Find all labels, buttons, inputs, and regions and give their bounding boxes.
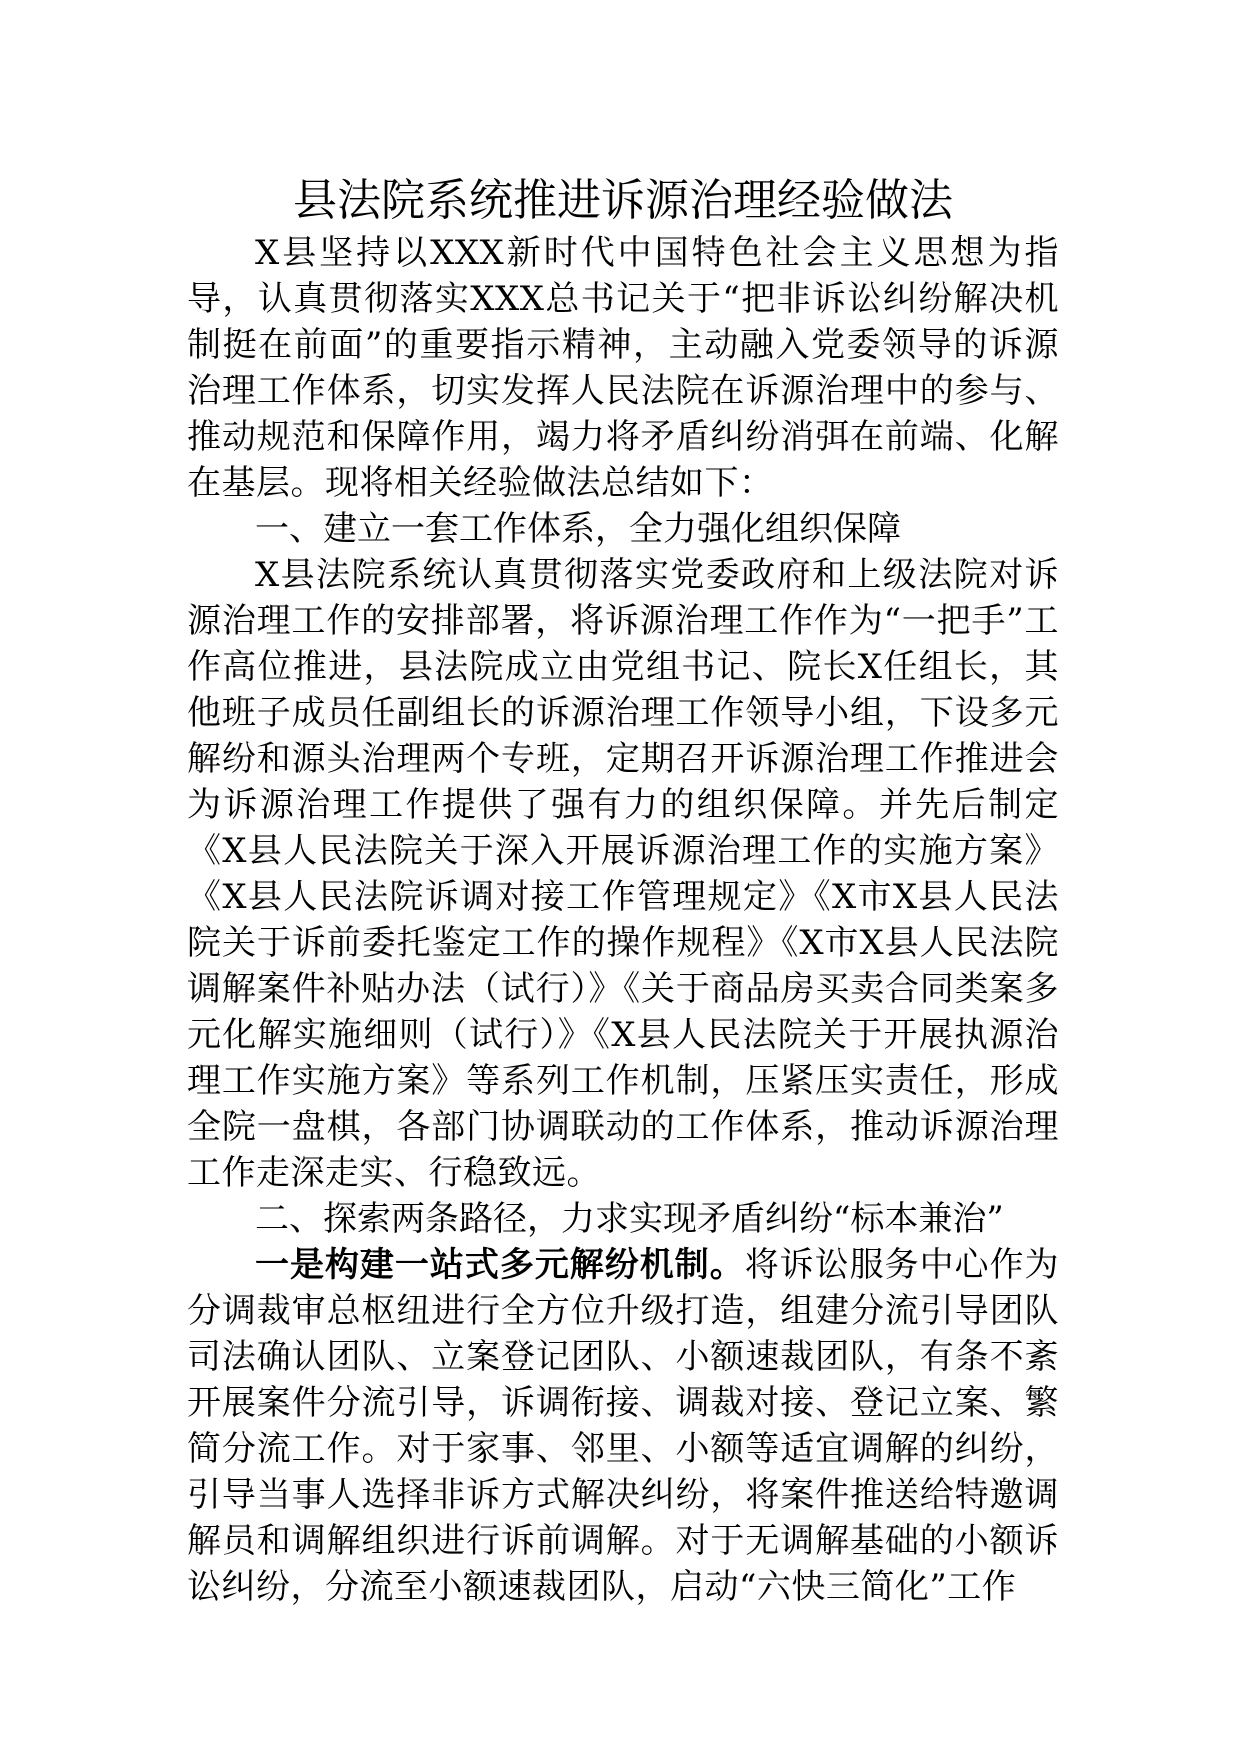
section-2-paragraph xyxy=(187,1242,1059,1610)
intro-paragraph: X县坚持以XXX新时代中国特色社会主义思想为指导，认真贯彻落实XXX总书记关于“把非诉讼纠纷解决机制挺在前面”的重要指示精神，主动融入党委领导的诉源治理工作体系，切实发挥人民法院在诉源治理中的参与、推动规范和保障作用，竭力将矛盾纠纷消弭在前端、化解在基层。现将相关经验做法总结如下： xyxy=(187,233,1059,503)
document-body xyxy=(187,176,1059,1610)
section-2-heading: 二、探索两条路径，力求实现矛盾纠纷“标本兼治” xyxy=(255,1199,1004,1239)
section-2-body-text: 将诉讼服务中心作为分调裁审总枢纽进行全方位升级打造，组建分流引导团队司法确认团队、立案登记团队、小额速裁团队，有条不紊开展案件分流引导，诉调衔接、调裁对接、登记立案、繁简分流工作。对于家事、邻里、小额等适宜调解的纠纷，引导当事人选择非诉方式解决纠纷，将案件推送给特邀调解员和调解组织进行诉前调解。对于无调解基础的小额诉讼纠纷，分流至小额速裁团队，启动“六快三简化”工作 xyxy=(187,1245,1060,1607)
section-1-heading: 一、建立一套工作体系，全力强化组织保障 xyxy=(255,509,901,549)
section-2-lead-text: 一是构建一站式多元解纷机制。 xyxy=(255,1245,745,1285)
section-1-paragraph: X县法院系统认真贯彻落实党委政府和上级法院对诉源治理工作的安排部署，将诉源治理工作作为“一把手”工作高位推进，县法院成立由党组书记、院长X任组长，其他班子成员任副组长的诉源治理工作领导小组，下设多元解纷和源头治理两个专班，定期召开诉源治理工作推进会为诉源治理工作提供了强有力的组织保障。并先后制定《X县人民法院关于深入开展诉源治理工作的实施方案》《X县人民法院诉调对接工作管理规定》《X市X县人民法院关于诉前委托鉴定工作的操作规程》《X市X县人民法院调解案件补贴办法（试行）》《关于商品房买卖合同类案多元化解实施细则（试行）》《X县人民法院关于开展执源治理工作实施方案》等系列工作机制，压紧压实责任，形成全院一盘棋，各部门协调联动的工作体系，推动诉源治理工作走深走实、行稳致远。 xyxy=(187,555,1059,1193)
document-title: 县法院系统推进诉源治理经验做法 xyxy=(293,175,953,226)
